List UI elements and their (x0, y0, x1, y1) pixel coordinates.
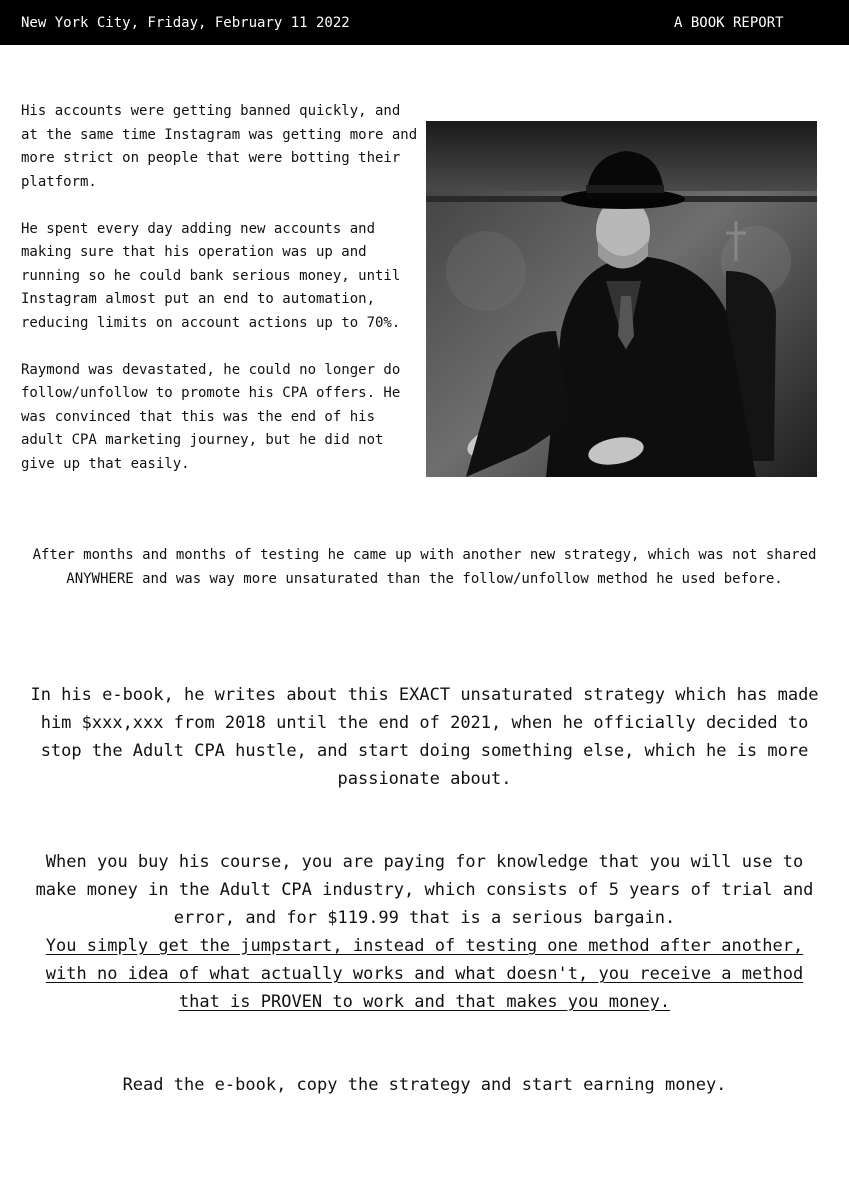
course-paragraph (21, 848, 828, 1016)
ebook-paragraph: In his e-book, he writes about this EXACT unsaturated strategy which has made him $xxx,xxx from 2018 until the end of 2021, when he officially decided to stop the Adult CPA hustle, and start doing something else, which he is more passionate about. (30, 685, 819, 789)
paragraph-raymond-devastated: Raymond was devastated, he could no longer do follow/unfollow to promote his CPA offers. He was convinced that this was the end of his adult CPA marketing journey, but he did not give up that easily. (21, 361, 401, 472)
man-in-fedora-photo (426, 121, 817, 477)
header-date: New York City, Friday, February 11 2022 (21, 15, 350, 31)
course-text: When you buy his course, you are paying for knowledge that you will use to make money in the Adult CPA industry, which consists of 5 years of trial and error, and for $119.99 that is a serious bargain. (35, 852, 814, 928)
course-underlined-text: You simply get the jumpstart, instead of testing one method after another, with no idea of what actually works and what doesn't, you receive a method that is PROVEN to work and that makes you money. (45, 936, 804, 1012)
header-bar (0, 0, 849, 45)
closing-paragraph: Read the e-book, copy the strategy and start earning money. (122, 1075, 727, 1095)
left-column (21, 100, 421, 500)
header-label: A BOOK REPORT (674, 15, 784, 31)
strategy-paragraph: After months and months of testing he came up with another new strategy, which was not shared ANYWHERE and was way more unsaturated than the follow/unfollow method he used before. (32, 547, 817, 587)
paragraph-adding-accounts: He spent every day adding new accounts and making sure that his operation was up and running so he could bank serious money, until Instagram almost put an end to automation, reducing limits on account actions up to 70%. (21, 220, 401, 331)
paragraph-accounts-banned: His accounts were getting banned quickly, and at the same time Instagram was getting more and more strict on people that were botting their platform. (21, 103, 418, 190)
